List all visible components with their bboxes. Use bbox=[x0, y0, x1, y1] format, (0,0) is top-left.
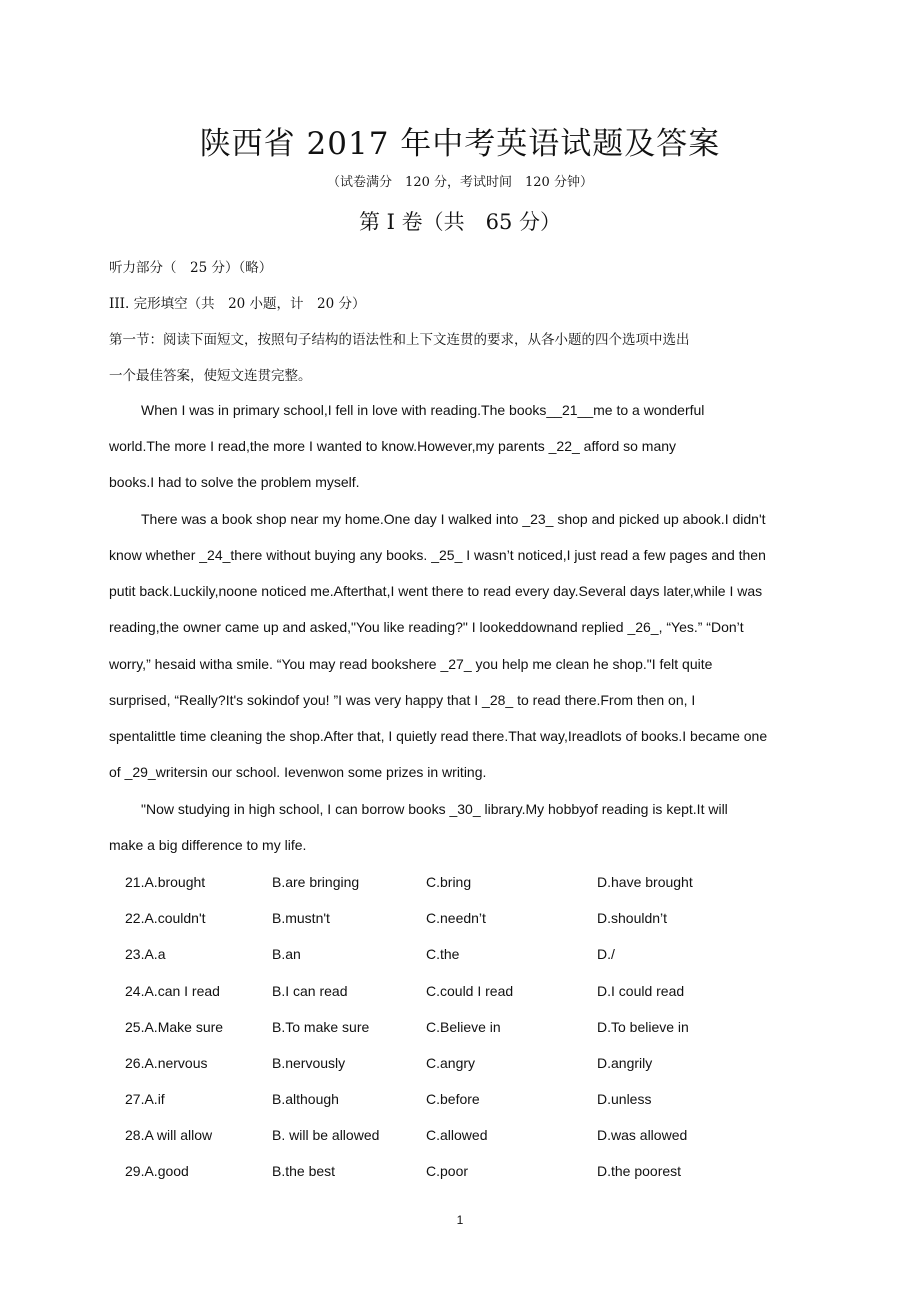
option-a: 21.A.brought bbox=[125, 874, 206, 890]
option-d: D.the poorest bbox=[597, 1163, 682, 1179]
passage-line: surprised, “Really?It's sokindof you! ”I was very happy that I _28_ to read there.From then on, I bbox=[109, 692, 696, 708]
option-c: C.poor bbox=[426, 1163, 469, 1179]
option-d: D.shouldn’t bbox=[597, 910, 668, 926]
exam-info: （试卷满分 120 分，考试时间 120 分钟） bbox=[327, 175, 593, 190]
option-b: B. will be allowed bbox=[272, 1127, 380, 1143]
option-d: D.was allowed bbox=[597, 1127, 688, 1143]
option-d: D.unless bbox=[597, 1091, 652, 1107]
option-a: 22.A.couldn't bbox=[125, 910, 206, 926]
option-c: C.allowed bbox=[426, 1127, 488, 1143]
option-a: 26.A.nervous bbox=[125, 1055, 208, 1071]
passage-line: of _29_writersin our school. Ievenwon some prizes in writing. bbox=[109, 764, 487, 780]
option-a: 24.A.can I read bbox=[125, 983, 220, 999]
option-d: D.angrily bbox=[597, 1055, 653, 1071]
instructions-line: 第一节：阅读下面短文，按照句子结构的语法性和上下文连贯的要求，从各小题的四个选项中选出 bbox=[109, 332, 690, 348]
option-d: D.To believe in bbox=[597, 1019, 689, 1035]
passage-line: know whether _24_there without buying any books. _25_ I wasn’t noticed,I just read a few pages and then bbox=[109, 547, 766, 563]
option-b: B.mustn't bbox=[272, 910, 330, 926]
option-a: 27.A.if bbox=[125, 1091, 165, 1107]
option-d: D.I could read bbox=[597, 983, 685, 999]
passage-line: When I was in primary school,I fell in love with reading.The books__21__me to a wonderful bbox=[141, 402, 705, 418]
option-b: B.an bbox=[272, 946, 301, 962]
passage-line: putit back.Luckily,noone noticed me.Afterthat,I went there to read every day.Several days later,while I was bbox=[109, 583, 763, 599]
passage-line: books.I had to solve the problem myself. bbox=[109, 474, 360, 490]
option-b: B.I can read bbox=[272, 983, 348, 999]
option-c: C.needn’t bbox=[426, 910, 486, 926]
option-b: B.nervously bbox=[272, 1055, 346, 1071]
page-number: 1 bbox=[456, 1213, 464, 1227]
option-b: B.although bbox=[272, 1091, 339, 1107]
option-b: B.are bringing bbox=[272, 874, 360, 890]
listening-note: 听力部分（ 25 分）（略） bbox=[109, 260, 273, 276]
option-b: B.the best bbox=[272, 1163, 336, 1179]
passage-line: spentalittle time cleaning the shop.After that, I quietly read there.That way,Ireadlots of books.I became one bbox=[109, 728, 768, 744]
option-c: C.before bbox=[426, 1091, 480, 1107]
passage-line: worry,” hesaid witha smile. “You may read bookshere _27_ you help me clean he shop."I felt quite bbox=[109, 656, 713, 672]
option-c: C.the bbox=[426, 946, 460, 962]
option-a: 25.A.Make sure bbox=[125, 1019, 224, 1035]
option-d: D.have brought bbox=[597, 874, 693, 890]
option-a: 28.A will allow bbox=[125, 1127, 213, 1143]
passage-line: make a big difference to my life. bbox=[109, 837, 307, 853]
cloze-heading: III. 完形填空（共 20 小题，计 20 分） bbox=[109, 296, 366, 312]
option-c: C.angry bbox=[426, 1055, 476, 1071]
passage-line: reading,the owner came up and asked,"You like reading?" I lookeddownand replied _26_, “Yes.” “Don’t bbox=[109, 619, 744, 635]
page-title: 陕西省 2017 年中考英语试题及答案 bbox=[199, 126, 721, 162]
option-b: B.To make sure bbox=[272, 1019, 370, 1035]
option-c: C.bring bbox=[426, 874, 472, 890]
instructions-line: 一个最佳答案，使短文连贯完整。 bbox=[109, 368, 312, 384]
option-c: C.Believe in bbox=[426, 1019, 501, 1035]
passage-line: "Now studying in high school, I can borrow books _30_ library.My hobbyof reading is kept.It will bbox=[141, 801, 728, 817]
option-a: 23.A.a bbox=[125, 946, 166, 962]
option-c: C.could I read bbox=[426, 983, 514, 999]
section-heading: 第 I 卷（共 65 分） bbox=[358, 210, 562, 234]
passage-line: world.The more I read,the more I wanted to know.However,my parents _22_ afford so many bbox=[109, 438, 677, 454]
passage-line: There was a book shop near my home.One day I walked into _23_ shop and picked up abook.I didn't bbox=[141, 511, 766, 527]
option-a: 29.A.good bbox=[125, 1163, 189, 1179]
option-d: D./ bbox=[597, 946, 615, 962]
